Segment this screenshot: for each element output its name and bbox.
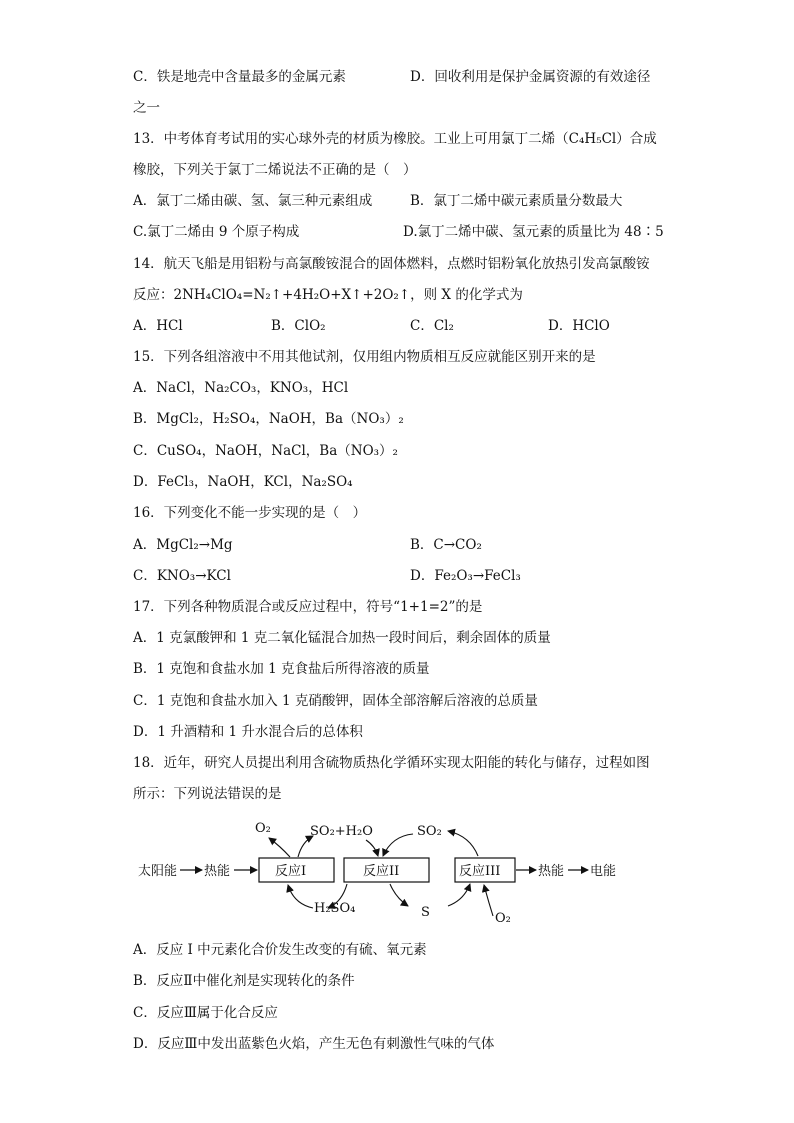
reaction-cycle-diagram — [130, 816, 630, 928]
q18-stem-line2: 所示：下列说法错误的是 — [133, 786, 282, 802]
q16-option-d: D．Fe₂O₃→FeCl₃ — [410, 568, 521, 584]
q13-option-d: D.氯丁二烯中碳、氢元素的质量比为 48∶5 — [403, 224, 664, 240]
q12-option-c: C．铁是地壳中含量最多的金属元素 — [133, 69, 346, 85]
arrow-reaction3-to-so2 — [448, 831, 478, 856]
q17-option-d: D．1 升酒精和 1 升水混合后的总体积 — [133, 724, 363, 740]
arrow-s-to-reaction3 — [448, 884, 470, 906]
s-label: S — [421, 905, 430, 920]
q16-stem: 16．下列变化不能一步实现的是（ ） — [133, 505, 367, 521]
q15-stem: 15．下列各组溶液中不用其他试剂，仅用组内物质相互反应就能区别开来的是 — [133, 349, 596, 365]
q13-option-b: B．氯丁二烯中碳元素质量分数最大 — [410, 193, 623, 209]
arrow-h2so4-to-reaction1 — [288, 885, 313, 908]
q17-stem: 17．下列各种物质混合或反应过程中，符号“1+1=2”的是 — [133, 599, 483, 615]
q17-option-a: A．1 克氯酸钾和 1 克二氧化锰混合加热一段时间后，剩余固体的质量 — [133, 630, 551, 646]
q18-option-c: C．反应Ⅲ属于化合反应 — [133, 1005, 278, 1021]
reaction1-label: 反应I — [275, 864, 307, 879]
q17-option-b: B．1 克饱和食盐水加 1 克食盐后所得溶液的质量 — [133, 661, 430, 677]
arrow-so2-h2o-to-reaction2 — [366, 840, 378, 856]
q18-option-b: B．反应Ⅱ中催化剂是实现转化的条件 — [133, 973, 355, 989]
q18-option-a: A．反应 I 中元素化合价发生改变的有硫、氧元素 — [133, 942, 427, 958]
arrow-so2-to-reaction2 — [383, 834, 413, 856]
q12-option-d: D．回收利用是保护金属资源的有效途径 — [410, 69, 651, 85]
arrow-reaction1-to-o2 — [269, 838, 290, 857]
reaction2-label: 反应II — [363, 864, 400, 879]
so2-right-label: SO₂ — [417, 824, 442, 839]
arrow-reaction1-to-so2-h2o — [298, 836, 313, 857]
q14-option-c: C．Cl₂ — [410, 318, 454, 334]
q15-option-c: C．CuSO₄，NaOH，NaCl，Ba（NO₃）₂ — [133, 443, 398, 459]
q18-option-d: D．反应Ⅲ中发出蓝紫色火焰，产生无色有刺激性气味的气体 — [133, 1036, 495, 1052]
q14-stem-line2: 反应：2NH₄ClO₄=N₂↑+4H₂O+X↑+2O₂↑，则 X 的化学式为 — [133, 287, 523, 303]
q16-option-c: C．KNO₃→KCl — [133, 568, 231, 584]
arrow-reaction2-to-s — [390, 884, 408, 906]
heat-energy-out-label: 热能 — [538, 864, 565, 879]
q13-stem-line1: 13．中考体育考试用的实心球外壳的材质为橡胶。工业上可用氯丁二烯（C₄H₅Cl）合成 — [133, 131, 657, 147]
q15-option-b: B．MgCl₂，H₂SO₄，NaOH，Ba（NO₃）₂ — [133, 411, 404, 427]
q18-stem-line1: 18．近年，研究人员提出利用含硫物质热化学循环实现太阳能的转化与储存，过程如图 — [133, 755, 650, 771]
o2-top-label: O₂ — [255, 821, 271, 836]
q13-option-a: A．氯丁二烯由碳、氢、氯三种元素组成 — [133, 193, 373, 209]
heat-energy-in-label: 热能 — [204, 864, 231, 879]
electric-energy-label: 电能 — [590, 864, 617, 879]
so2-h2o-label: SO₂+H₂O — [310, 824, 373, 839]
q16-option-a: A．MgCl₂→Mg — [133, 537, 233, 553]
q14-option-b: B．ClO₂ — [271, 318, 326, 334]
q15-option-a: A．NaCl，Na₂CO₃，KNO₃，HCl — [133, 380, 349, 396]
q13-stem-line2: 橡胶，下列关于氯丁二烯说法不正确的是（ ） — [133, 162, 417, 178]
solar-energy-label: 太阳能 — [138, 864, 178, 879]
reaction3-label: 反应III — [459, 864, 501, 879]
arrow-o2-to-reaction3 — [484, 885, 493, 916]
h2so4-label: H₂SO₄ — [314, 901, 356, 916]
q13-option-c: C.氯丁二烯由 9 个原子构成 — [133, 224, 300, 240]
q17-option-c: C．1 克饱和食盐水加入 1 克硝酸钾，固体全部溶解后溶液的总质量 — [133, 693, 538, 709]
q12-option-d-continued: 之一 — [133, 100, 160, 116]
q14-option-d: D．HClO — [548, 318, 610, 334]
q14-stem-line1: 14．航天飞船是用铝粉与高氯酸铵混合的固体燃料，点燃时铝粉氧化放热引发高氯酸铵 — [133, 256, 650, 272]
o2-bottom-label: O₂ — [495, 911, 511, 926]
q16-option-b: B．C→CO₂ — [410, 537, 482, 553]
q15-option-d: D．FeCl₃，NaOH，KCl，Na₂SO₄ — [133, 474, 353, 490]
q14-option-a: A．HCl — [133, 318, 183, 334]
